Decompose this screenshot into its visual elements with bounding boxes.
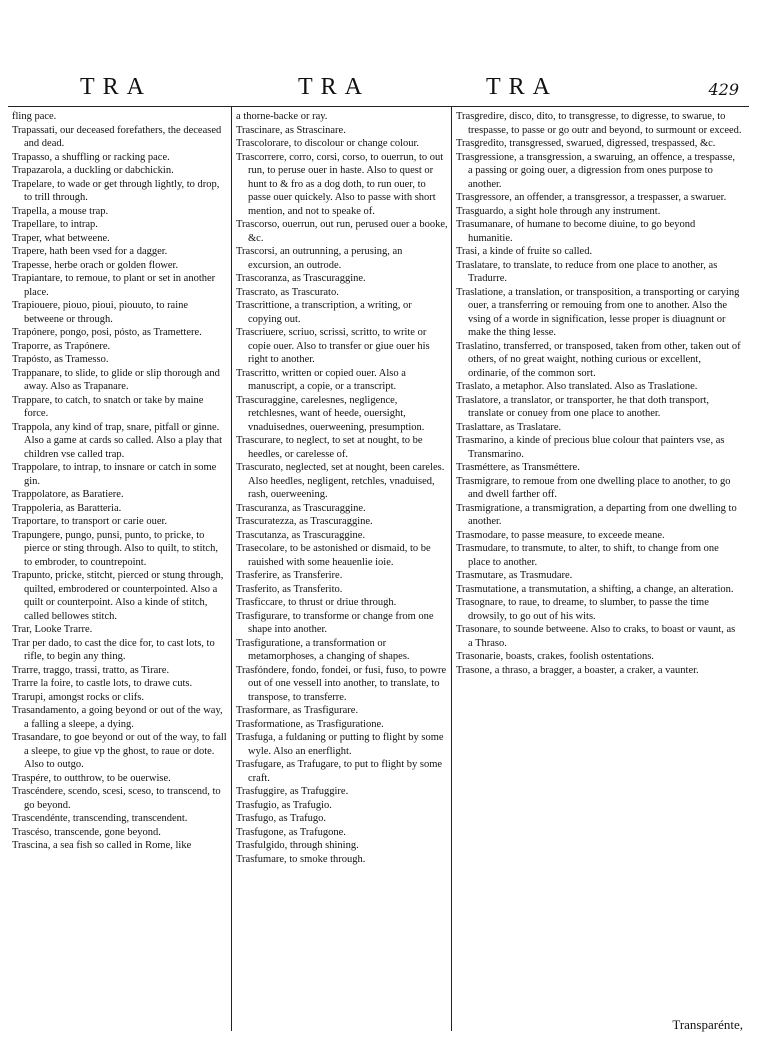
dictionary-entry: Trascuratezza, as Trascuraggine. bbox=[236, 516, 373, 527]
dictionary-entry: Trappanare, to slide, to glide or slip thorough and away. Also as Trapanare. bbox=[12, 367, 220, 392]
dictionary-entry: Trapasso, a shuffling or racking pace. bbox=[12, 151, 170, 163]
column-2 bbox=[236, 110, 448, 866]
dictionary-entry: Trapiouere, piouo, pioui, piouuto, to raine betweene or through. bbox=[12, 300, 189, 325]
dictionary-entry: Trasmigrare, to remoue from one dwelling place to another, to go and dwell farther off. bbox=[456, 475, 731, 500]
dictionary-entry: Trasformare, as Trasfigurare. bbox=[236, 705, 359, 716]
dictionary-entry: Trar per dado, to cast the dice for, to cast lots, to rifle, to begin any thing. bbox=[12, 637, 215, 662]
dictionary-entry: Trapesse, herbe orach or golden flower. bbox=[12, 259, 179, 271]
dictionary-entry: Trasmigratione, a transmigration, a departing from one dwelling to another. bbox=[456, 502, 737, 527]
dictionary-entry: Trasi, a kinde of fruite so called. bbox=[456, 246, 593, 257]
dictionary-entry: Trapassati, our deceased forefathers, the deceased and dead. bbox=[12, 124, 222, 149]
running-header bbox=[0, 70, 757, 106]
dictionary-entry: Trasfulgido, through shining. bbox=[236, 840, 359, 851]
dictionary-entry: Trascuranza, as Trascuraggine. bbox=[236, 502, 366, 514]
dictionary-entry: Traslattare, as Traslatare. bbox=[456, 421, 562, 433]
dictionary-entry: Trascutanza, as Trascuraggine. bbox=[236, 529, 366, 541]
dictionary-entry: Trasonarie, boasts, crakes, foolish ostentations. bbox=[456, 651, 654, 662]
dictionary-entry: Trapelare, to wade or get through lightly, to drop, to trill through. bbox=[12, 178, 220, 203]
dictionary-entry: Trapungere, pungo, punsi, punto, to pricke, to pierce or sting through. Also to quilt, to stitch, to embroder, to countrepoint. bbox=[12, 529, 218, 568]
dictionary-entry: Trascuraggine, carelesnes, negligence, retchlesnes, want of heede, ouersight, vnaduisednes, ouerweening, presumption. bbox=[236, 394, 425, 433]
dictionary-entry: Trappolare, to intrap, to insnare or catch in some gin. bbox=[12, 462, 217, 487]
dictionary-entry: Trascurare, to neglect, to set at nought, to be heedles, or carelesse of. bbox=[236, 435, 423, 460]
dictionary-entry: Traporre, as Trapónere. bbox=[12, 340, 111, 352]
dictionary-entry: Trasmutatione, a transmutation, a shifting, a change, an alteration. bbox=[456, 583, 734, 595]
dictionary-entry: Traslatino, transferred, or transposed, taken from other, taken out of others, of no great waight, nothing curious or excellent, ordinarie, of the common sort. bbox=[456, 340, 741, 379]
dictionary-entry: Trascrato, as Trascurato. bbox=[236, 286, 339, 298]
dictionary-entry: Trascolorare, to discolour or change colour. bbox=[236, 138, 420, 149]
dictionary-entry: Traper, what betweene. bbox=[12, 232, 110, 244]
dictionary-entry: Trasmutare, as Trasmudare. bbox=[456, 570, 573, 581]
dictionary-entry: Trascéndere, scendo, scesi, sceso, to transcend, to go beyond. bbox=[12, 786, 221, 811]
dictionary-entry: Trappoleria, as Baratteria. bbox=[12, 502, 122, 514]
dictionary-entry: Trapella, a mouse trap. bbox=[12, 205, 109, 217]
dictionary-entry: Trasfugo, as Trafugo. bbox=[236, 813, 327, 824]
dictionary-entry: Trasformatione, as Trasfiguratione. bbox=[236, 718, 384, 730]
dictionary-entry: Trapazarola, a duckling or dabchickin. bbox=[12, 165, 174, 176]
dictionary-entry: Trasguardo, a sight hole through any instrument. bbox=[456, 205, 661, 217]
catchword: Transparénte, bbox=[672, 1017, 743, 1032]
dictionary-entry: Trasfugare, as Trafugare, to put to flight by some craft. bbox=[236, 759, 443, 784]
dictionary-entry: Trasgredito, transgressed, swarued, digressed, trespassed, &c. bbox=[456, 138, 716, 149]
dictionary-entry: Trasecolare, to be astonished or dismaid, to be rauished with some heauenlie ioie. bbox=[236, 543, 431, 568]
dictionary-entry: Trasfumare, to smoke through. bbox=[236, 853, 366, 865]
dictionary-entry: Trasfuga, a fuldaning or putting to flight by some wyle. Also an enerflight. bbox=[236, 732, 444, 757]
dictionary-entry: Trasfigurare, to transforme or change from one shape into another. bbox=[236, 610, 434, 635]
dictionary-entry: Trascurato, neglected, set at nought, been careles. Also heedles, negligent, retchles, vnaduised, rash, ouerweening. bbox=[236, 462, 445, 500]
dictionary-entry: Trasgressore, an offender, a transgressor, a trespasser, a swaruer. bbox=[456, 192, 727, 203]
dictionary-entry: Trasmudare, to transmute, to alter, to shift, to change from one place to another. bbox=[456, 543, 719, 568]
dictionary-entry: Trasgressione, a transgression, a swaruing, an offence, a trespasse, a passing or going ouer, a digression from ones purpose to another. bbox=[456, 151, 736, 190]
dictionary-entry: Trapunto, pricke, stitcht, pierced or stung through, quilted, embrodered or counterpointed. Also a quilt or counterpoint. Also a kinde of stitch, called bellowes stitch. bbox=[12, 570, 224, 622]
dictionary-entry: Trapónere, pongo, posi, pósto, as Tramettere. bbox=[12, 327, 202, 338]
dictionary-entry: Trapiantare, to remoue, to plant or set in another place. bbox=[12, 273, 216, 298]
dictionary-entry: Traspére, to outthrow, to be ouerwise. bbox=[12, 772, 171, 784]
dictionary-entry: Trasferito, as Transferito. bbox=[236, 583, 343, 595]
header-word-right: TRA bbox=[486, 74, 558, 100]
dictionary-entry: Trappola, any kind of trap, snare, pitfall or ginne. Also a game at cards so called. Also a play that children vse called trap. bbox=[12, 421, 222, 460]
dictionary-entry: Trasferire, as Transferire. bbox=[236, 570, 343, 581]
dictionary-entry: Trascendénte, transcending, transcendent. bbox=[12, 813, 188, 824]
dictionary-entry: Trasmarino, a kinde of precious blue colour that painters vse, as Transmarino. bbox=[456, 435, 725, 460]
dictionary-entry: Trarre la foire, to castle lots, to drawe cuts. bbox=[12, 678, 193, 689]
dictionary-entry: Trascorso, ouerrun, out run, perused ouer a booke, &c. bbox=[236, 219, 448, 244]
dictionary-entry: Trapellare, to intrap. bbox=[12, 219, 98, 230]
dictionary-entry: Trappare, to catch, to snatch or take by maine force. bbox=[12, 394, 204, 419]
dictionary-entry: Trapere, hath been vsed for a dagger. bbox=[12, 246, 168, 257]
dictionary-entry: Traslato, a metaphor. Also translated. Also as Traslatione. bbox=[456, 381, 698, 392]
dictionary-entry: Trappolatore, as Baratiere. bbox=[12, 489, 124, 500]
dictionary-entry: Trasméttere, as Transméttere. bbox=[456, 462, 580, 473]
dictionary-entry: Trascriuere, scriuo, scrissi, scritto, to write or copie ouer. Also to transfer or giue ouer his right to another. bbox=[236, 327, 430, 365]
dictionary-entry: Trasumanare, of humane to become diuine, to go beyond humanitie. bbox=[456, 219, 696, 244]
dictionary-entry: Trascéso, transcende, gone beyond. bbox=[12, 826, 161, 838]
dictionary-entry: Trasmodare, to passe measure, to exceede meane. bbox=[456, 529, 665, 541]
dictionary-entry: Trasandamento, a going beyond or out of the way, a falling a sleepe, a dying. bbox=[12, 705, 223, 730]
dictionary-entry: Trascoranza, as Trascuraggine. bbox=[236, 273, 366, 284]
dictionary-entry: Trasgredire, disco, dito, to transgresse, to digresse, to swarue, to trespasse, to passe or go outr and beyond, to surmount or exceed. bbox=[456, 111, 742, 136]
dictionary-entry: Trasfugone, as Trafugone. bbox=[236, 826, 346, 838]
header-word-left: TRA bbox=[80, 74, 152, 100]
dictionary-entry: Trasfugio, as Trafugio. bbox=[236, 799, 332, 811]
dictionary-entry: Trasfóndere, fondo, fondei, or fusi, fuso, to powre out of one vessell into another, to translate, to transpose, to transferre. bbox=[236, 664, 447, 703]
dictionary-entry: Trascritto, written or copied ouer. Also a manuscript, a copie, or a transcript. bbox=[236, 367, 406, 392]
dictionary-entry: Trasandare, to goe beyond or out of the way, to fall a sleepe, to giue vp the ghost, to raue or dote. Also to outgo. bbox=[12, 732, 227, 770]
dictionary-entry: Trarre, traggo, trassi, tratto, as Tirare. bbox=[12, 664, 170, 676]
dictionary-entry: Traslatare, to translate, to reduce from one place to another, as Tradurre. bbox=[456, 259, 718, 284]
dictionary-entry: Trascinare, as Strascinare. bbox=[236, 124, 346, 136]
dictionary-entry: fling pace. bbox=[12, 111, 57, 122]
page-number: 429 bbox=[708, 80, 739, 99]
dictionary-entry: Trapósto, as Tramesso. bbox=[12, 354, 109, 365]
dictionary-entry: Traslatione, a translation, or transposition, a transporting or carying ouer, a transferring or remouing from one to another. Also the vsing of a worde in signification, lesse proper is diuagnunt or make the thing lesse. bbox=[456, 286, 740, 338]
dictionary-entry: Trascorrere, corro, corsi, corso, to ouerrun, to out run, to peruse ouer in haste. Also to quest or hunt to & fro as a dog doth, to run ouer, to passe ouer quickely. Also to passe with short mention, and not to speake of. bbox=[236, 151, 444, 217]
dictionary-entry: Trar, Looke Trarre. bbox=[12, 624, 93, 635]
dictionary-entry: Traportare, to transport or carie ouer. bbox=[12, 516, 168, 527]
dictionary-entry: Trasfiguratione, a transformation or metamorphoses, a changing of shapes. bbox=[236, 637, 410, 662]
dictionary-entry: Trascorsi, an outrunning, a perusing, an excursion, an outrode. bbox=[236, 246, 403, 271]
dictionary-entry: Traslatore, a translator, or transporter, he that doth transport, translate or conuey from one place to another. bbox=[456, 394, 710, 419]
column-3 bbox=[456, 110, 742, 677]
dictionary-entry: Trasonare, to sounde betweene. Also to craks, to boast or vaunt, as a Thraso. bbox=[456, 624, 736, 649]
header-rule bbox=[8, 106, 749, 107]
dictionary-entry: Trasficcare, to thrust or driue through. bbox=[236, 597, 397, 608]
header-word-center: TRA bbox=[298, 74, 370, 100]
dictionary-entry: Trasfuggire, as Trafuggire. bbox=[236, 786, 349, 797]
dictionary-entry: Trascrittione, a transcription, a writing, or copying out. bbox=[236, 300, 412, 325]
dictionary-entry: a thorne-backe or ray. bbox=[236, 111, 328, 122]
column-divider-2 bbox=[451, 107, 452, 1031]
dictionary-entry: Trasone, a thraso, a bragger, a boaster, a craker, a vaunter. bbox=[456, 664, 699, 676]
column-divider-1 bbox=[231, 107, 232, 1031]
column-1 bbox=[12, 110, 228, 853]
dictionary-entry: Trarupi, amongst rocks or clifs. bbox=[12, 691, 145, 703]
dictionary-entry: Trascina, a sea fish so called in Rome, like bbox=[12, 840, 192, 851]
dictionary-entry: Trasognare, to raue, to dreame, to slumber, to passe the time drowsily, to go out of his wits. bbox=[456, 597, 709, 622]
